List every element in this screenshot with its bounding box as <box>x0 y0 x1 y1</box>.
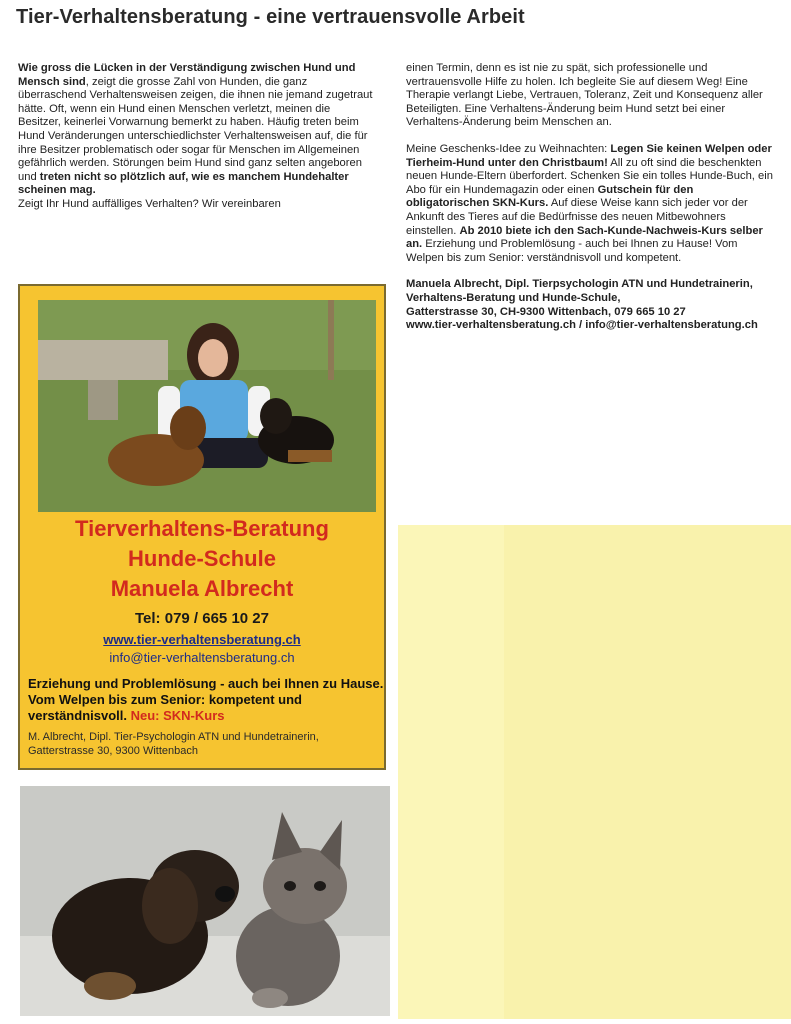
lead-bold-text: Wie gross die Lücken in der Verständigung zwischen Hund und Mensch sind <box>18 62 356 88</box>
ad-website-link[interactable]: www.tier-verhaltensberatung.ch <box>103 632 301 647</box>
body-text: All zu oft sind die beschenkten neuen Hunde-Eltern überfordert. Schenken Sie ein tolles Hunde-Buch, ein Abo für ein Hundemagazin oder einen <box>406 156 773 196</box>
body-text: , zeigt die grosse Zahl von Hunden, die ganz überraschend Verhaltensweisen zeigen, die ihnen nie jemand zugetraut hätte. Oft, wenn ein Hund einen Menschen verletzt, meinen die Besitzer, keinerlei Vorwarnung bemerkt zu haben. Häufig treten beim Hund Veränderungen unterschiedlichster Verhaltensweisen auf, die für ihre Besitzer problematisch oder sogar für Menschen im Allgemeinen gefährlich werden. Störungen beim Hund sind ganz selten angeboren und <box>18 75 373 183</box>
puppy-and-kitten-photo <box>20 786 390 1016</box>
signature-contact: www.tier-verhaltensberatung.ch / info@tier-verhaltensberatung.ch <box>406 319 758 332</box>
puppy-kitten-illustration <box>20 786 390 1016</box>
ad-signature: M. Albrecht, Dipl. Tier-Psychologin ATN und Hundetrainerin, Gatterstrasse 30, 9300 Wittenbach <box>28 731 319 757</box>
body-text: Meine Geschenks-Idee zu Weihnachten: <box>406 142 611 155</box>
article-paragraph <box>406 143 778 265</box>
emphasis-text: Ab 2010 biete ich den Sach-Kunde-Nachweis-Kurs selber an. <box>406 224 763 251</box>
signature-name: Manuela Albrecht, Dipl. Tierpsychologin ATN und Hundetrainerin, Verhaltens-Beratung und Hunde-Schule, <box>406 278 753 304</box>
emphasis-text: Gutschein für den obligatorischen SKN-Kurs. <box>406 183 694 210</box>
blank-yellow-note <box>398 525 791 1019</box>
emphasis-text: Legen Sie keinen Welpen oder Tierheim-Hund unter den Christbaum! <box>406 142 772 169</box>
article-paragraph <box>18 62 376 198</box>
ad-slogan <box>28 676 384 724</box>
woman-with-dogs-illustration <box>38 300 376 512</box>
author-signature <box>406 278 778 332</box>
body-text: Erziehung und Problemlösung - auch bei Ihnen zu Hause! Vom Welpen bis zum Senior: verständnisvoll und kompetent. <box>406 238 738 264</box>
woman-with-dogs-photo <box>38 300 376 512</box>
ad-phone: Tel: 079 / 665 10 27 <box>135 610 269 627</box>
article-paragraph: einen Termin, denn es ist nie zu spät, sich professionelle und vertrauensvolle Hilfe zu holen. Ich begleite Sie auf diesem Weg! Eine Therapie verlangt Liebe, Vertrauen, Toleranz, Zeit und Konsequenz aller Beteiligten. Eine Verhaltens-Änderung beim Hund setzt bei einer Verhaltens-Änderung beim Menschen an. <box>406 62 763 129</box>
ad-new-badge: Neu: SKN-Kurs <box>130 708 225 723</box>
ad-title: Tierverhaltens-Beratung <box>75 516 329 541</box>
page-title: Tier-Verhaltensberatung - eine vertrauensvolle Arbeit <box>16 6 525 28</box>
advertisement-box <box>18 284 386 770</box>
body-text: Auf diese Weise kann sich jeder vor der Ankunft des Tieres auf die Bedürfnisse des neuen Mitbewohners einstellen. <box>406 197 748 237</box>
note-inner-panel <box>504 525 791 1019</box>
ad-slogan-text: Erziehung und Problemlösung - auch bei Ihnen zu Hause. Vom Welpen bis zum Senior: kompetent und verständnisvoll. <box>28 676 384 723</box>
signature-address: Gatterstrasse 30, CH-9300 Wittenbach, 079 665 10 27 <box>406 305 686 318</box>
ad-owner-name: Manuela Albrecht <box>110 576 294 601</box>
article-column-right <box>406 62 778 333</box>
ad-subtitle: Hunde-Schule <box>128 546 276 571</box>
ad-email-link[interactable]: info@tier-verhaltensberatung.ch <box>109 650 295 665</box>
article-column-left <box>18 62 376 212</box>
emphasis-text: treten nicht so plötzlich auf, wie es manchem Hundehalter scheinen mag. <box>18 170 349 197</box>
article-paragraph: Zeigt Ihr Hund auffälliges Verhalten? Wir vereinbaren <box>18 197 281 210</box>
